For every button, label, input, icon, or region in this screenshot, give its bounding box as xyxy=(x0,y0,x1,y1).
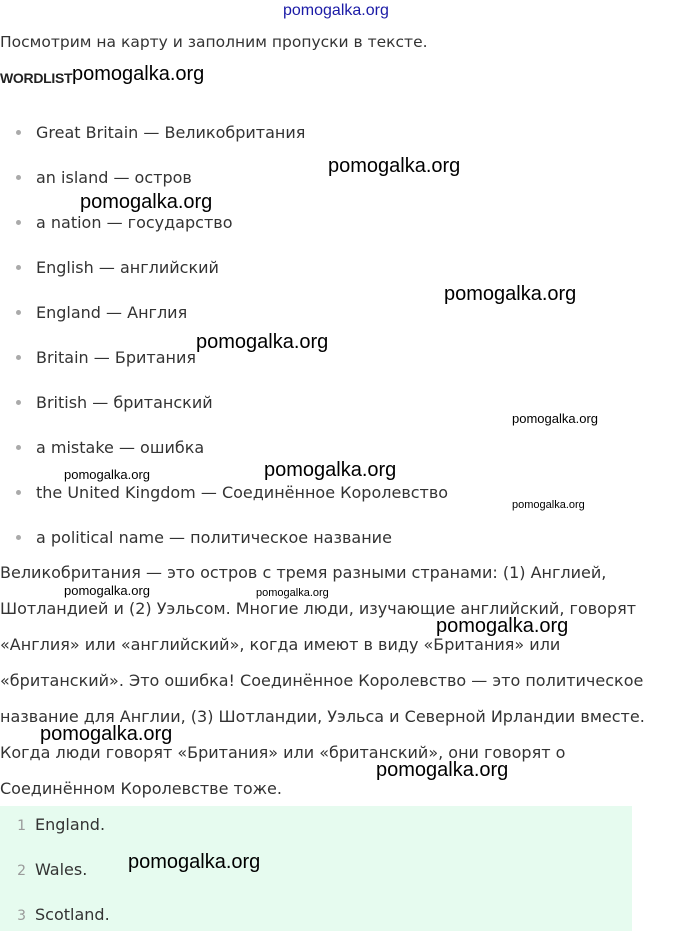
answer-row xyxy=(0,860,87,879)
list-item: a mistake — ошибка xyxy=(16,438,204,457)
paragraph-line: название для Англии, (3) Шотландии, Уэльса и Северной Ирландии вместе. xyxy=(0,707,645,726)
list-item: an island — остров xyxy=(16,168,192,187)
paragraph-line: «Англия» или «английский», когда имеют в виду «Британия» или xyxy=(0,635,561,654)
list-item: a nation — государство xyxy=(16,213,232,232)
bullet-icon xyxy=(16,490,21,495)
paragraph-line: Когда люди говорят «Британия» или «британский», они говорят о xyxy=(0,743,566,762)
watermark: pomogalka.org xyxy=(40,723,173,745)
list-item: a political name — политическое название xyxy=(16,528,392,547)
bullet-icon xyxy=(16,220,21,225)
answers-box xyxy=(0,806,632,931)
watermark: pomogalka.org xyxy=(376,759,509,781)
list-item: the United Kingdom — Соединённое Королевство xyxy=(16,483,448,502)
bullet-icon xyxy=(16,175,21,180)
answer-number: 3 xyxy=(17,908,26,924)
bullet-icon xyxy=(16,265,21,270)
watermark: pomogalka.org xyxy=(256,587,329,599)
list-item: England — Англия xyxy=(16,303,187,322)
list-item: Britain — Британия xyxy=(16,348,196,367)
answer-text: Scotland. xyxy=(35,905,110,924)
wordlist-title: WORDLIST xyxy=(0,70,73,86)
watermark: pomogalka.org xyxy=(436,615,569,637)
bullet-icon xyxy=(16,535,21,540)
watermark: pomogalka.org xyxy=(196,331,329,353)
bullet-icon xyxy=(16,355,21,360)
watermark: pomogalka.org xyxy=(512,411,598,426)
list-item: English — английский xyxy=(16,258,219,277)
list-item: Great Britain — Великобритания xyxy=(16,123,305,142)
answer-row xyxy=(0,905,110,924)
paragraph-line: Соединённом Королевстве тоже. xyxy=(0,779,282,798)
list-item: British — британский xyxy=(16,393,213,412)
answer-text: England. xyxy=(35,815,106,834)
watermark: pomogalka.org xyxy=(264,459,397,481)
watermark: pomogalka.org xyxy=(80,191,213,213)
watermark-top: pomogalka.org xyxy=(283,2,389,19)
paragraph-line: Шотландией и (2) Уэльсом. Многие люди, изучающие английский, говорят xyxy=(0,599,637,618)
watermark: pomogalka.org xyxy=(444,283,577,305)
answer-number: 1 xyxy=(17,818,26,834)
intro-text: Посмотрим на карту и заполним пропуски в тексте. xyxy=(0,33,428,51)
watermark: pomogalka.org xyxy=(64,467,150,482)
watermark: pomogalka.org xyxy=(72,63,205,85)
bullet-icon xyxy=(16,445,21,450)
paragraph-line: «британский». Это ошибка! Соединённое Королевство — это политическое xyxy=(0,671,644,690)
watermark: pomogalka.org xyxy=(128,851,261,873)
paragraph-line: Великобритания — это остров с тремя разными странами: (1) Англией, xyxy=(0,563,607,582)
bullet-icon xyxy=(16,130,21,135)
watermark: pomogalka.org xyxy=(328,155,461,177)
answer-row xyxy=(0,815,105,834)
watermark: pomogalka.org xyxy=(512,499,585,511)
bullet-icon xyxy=(16,400,21,405)
bullet-icon xyxy=(16,310,21,315)
watermark: pomogalka.org xyxy=(64,583,150,598)
answer-number: 2 xyxy=(17,863,26,879)
answer-text: Wales. xyxy=(35,860,88,879)
